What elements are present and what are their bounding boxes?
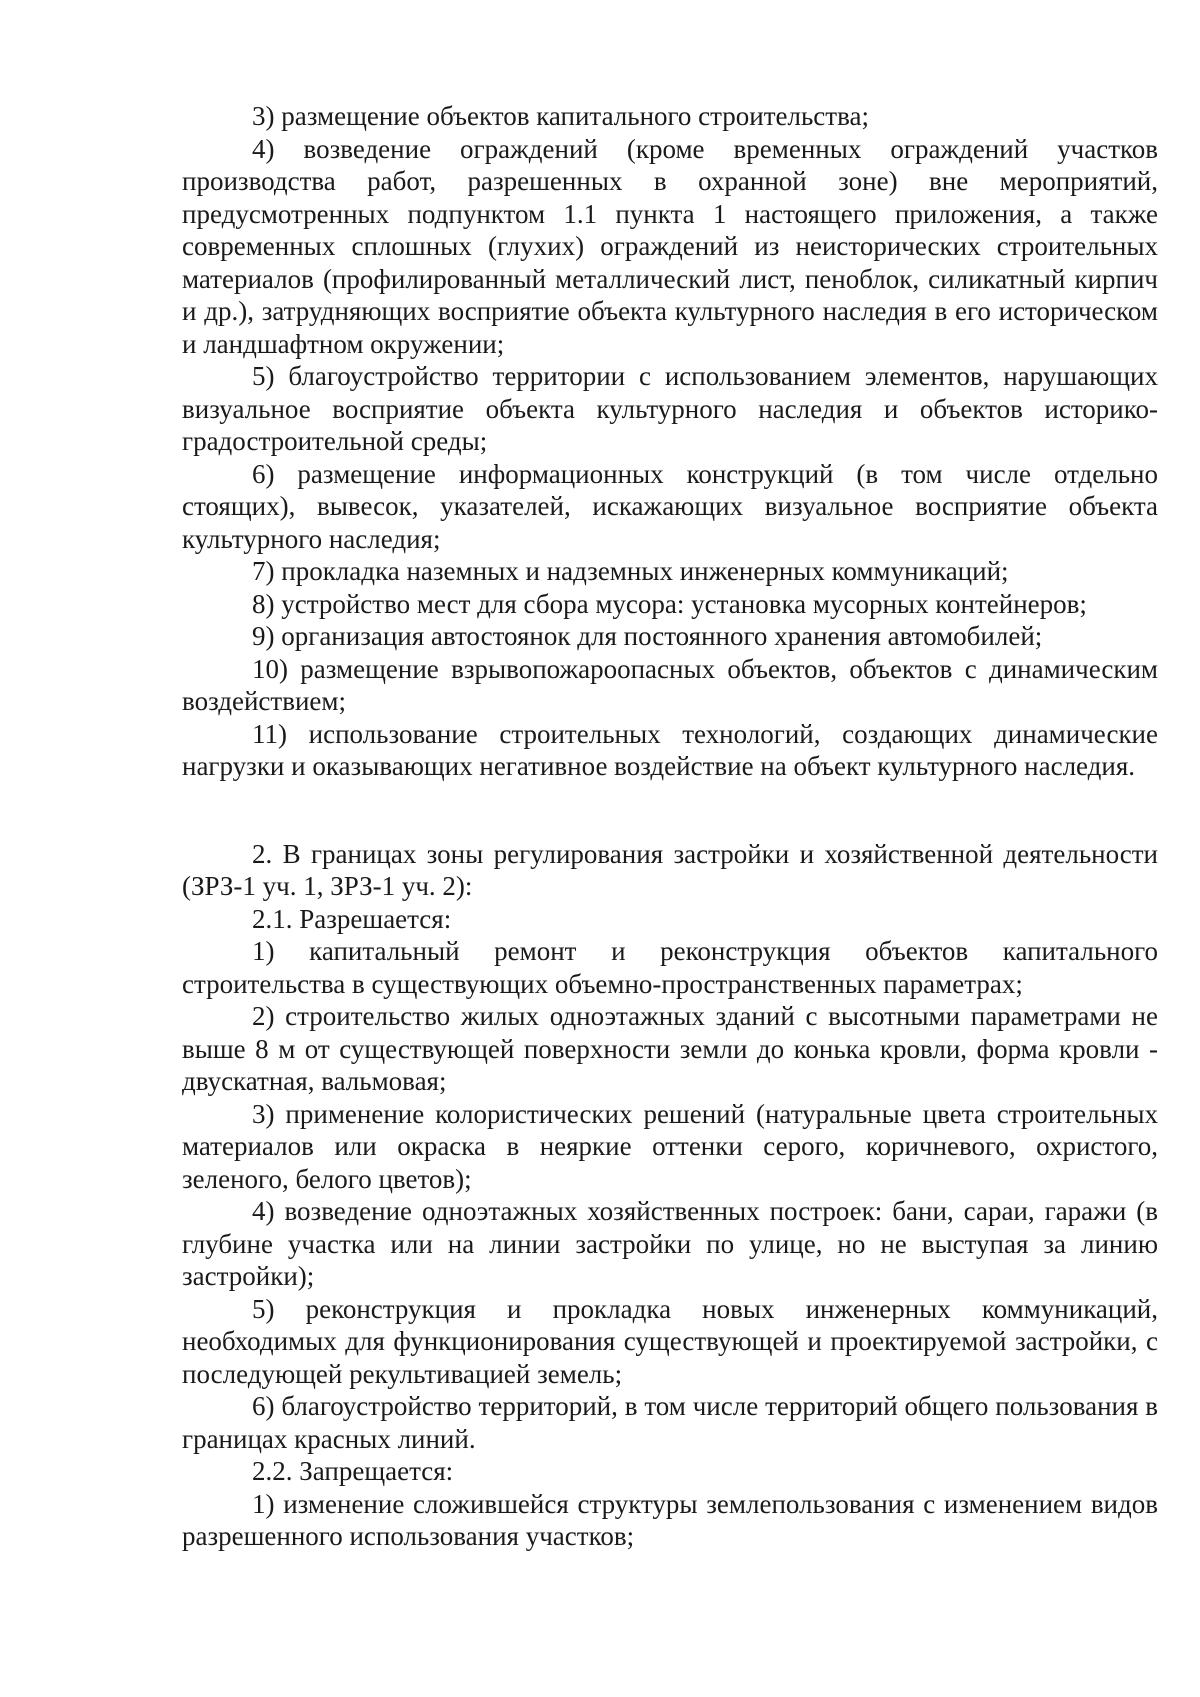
subsection-2-2-heading: 2.2. Запрещается: <box>252 1456 454 1486</box>
list-item-3-placement: 3) размещение объектов капитального строительства; <box>252 101 869 131</box>
list-item-4-fences: 4) возведение ограждений (кроме временных ограждений участков производства работ, разрешенных в охранной зоне) вне мероприятий, предусмотренных подпунктом 1.1 пункта 1 настоящего приложения, а также современных сплошных (глухих) ограждений из неисторических строительных материалов (профилированный металлический лист, пеноблок, силикатный кирпич и др.), затрудняющих восприятие объекта культурного наследия в его историческом и ландшафтном окружении; <box>182 133 1158 359</box>
allowed-item-2: 2) строительство жилых одноэтажных зданий с высотными параметрами не выше 8 м от существующей поверхности земли до конька кровли, форма кровли - двускатная, вальмовая; <box>182 1001 1158 1096</box>
list-item-9-parking: 9) организация автостоянок для постоянного хранения автомобилей; <box>252 621 1043 651</box>
allowed-item-4: 4) возведение одноэтажных хозяйственных построек: бани, сараи, гаражи (в глубине участка или на линии застройки по улице, но не выступая за линию застройки); <box>182 1196 1158 1291</box>
list-item-10-hazardous: 10) размещение взрывопожароопасных объектов, объектов с динамическим воздействием; <box>182 653 1158 716</box>
subsection-2-1-heading: 2.1. Разрешается: <box>252 903 452 934</box>
list-item-7-utilities: 7) прокладка наземных и надземных инженерных коммуникаций; <box>252 556 1009 586</box>
allowed-item-6: 6) благоустройство территорий, в том числе территорий общего пользования в границах красных линий. <box>182 1391 1158 1454</box>
list-item-8-garbage: 8) устройство мест для сбора мусора: установка мусорных контейнеров; <box>252 588 1087 619</box>
document-page <box>182 100 1158 1553</box>
allowed-item-1: 1) капитальный ремонт и реконструкция объектов капитального строительства в существующих объемно-пространственных параметрах; <box>182 936 1158 999</box>
list-item-6-info-structures: 6) размещение информационных конструкций (в том числе отдельно стоящих), вывесок, указателей, искажающих визуальное восприятие объекта культурного наследия; <box>182 458 1158 554</box>
section-gap <box>182 783 1158 838</box>
prohibited-item-1: 1) изменение сложившейся структуры землепользования с изменением видов разрешенного использования участков; <box>182 1488 1158 1551</box>
section-2-heading: 2. В границах зоны регулирования застройки и хозяйственной деятельности (ЗРЗ-1 уч. 1, ЗРЗ-1 уч. 2): <box>182 838 1158 901</box>
allowed-item-3: 3) применение колористических решений (натуральные цвета строительных материалов или окраска в неяркие оттенки серого, коричневого, охристого, зеленого, белого цветов); <box>182 1098 1158 1194</box>
allowed-item-5: 5) реконструкция и прокладка новых инженерных коммуникаций, необходимых для функционирования существующей и проектируемой застройки, с последующей рекультивацией земель; <box>182 1293 1158 1389</box>
list-item-11-technologies: 11) использование строительных технологий, создающих динамические нагрузки и оказывающих негативное воздействие на объект культурного наследия. <box>182 718 1158 781</box>
list-item-5-landscaping: 5) благоустройство территории с использованием элементов, нарушающих визуальное восприятие объекта культурного наследия и объектов историко-градостроительной среды; <box>182 361 1158 456</box>
